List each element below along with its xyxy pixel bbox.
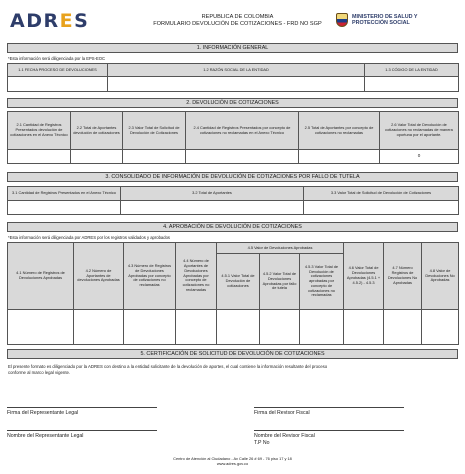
ministry-line-1: MINISTERIO DE SALUD Y (352, 13, 418, 20)
section-1-title: 1. INFORMACIÓN GENERAL (7, 43, 458, 53)
field-2-4[interactable] (186, 150, 299, 164)
header-2-2: 2.2 Total de Aportantes devolución de cotizaciones (71, 112, 123, 150)
section-5-title: 5. CERTIFICACIÓN DE SOLICITUD DE DEVOLUCIÓN DE COTIZACIONES (7, 349, 458, 359)
firma-representante-label: Firma del Representante Legal (7, 410, 79, 416)
aprobacion-table (7, 242, 459, 345)
firma-revisor-label: Firma del Revisor Fiscal (254, 410, 310, 416)
header-2-1: 2.1 Cantidad de Registros Presentados devolución de cotizaciones en el Anexo Técnico (8, 112, 71, 150)
tutela-table (7, 186, 459, 215)
nombre-revisor-line[interactable] (254, 430, 404, 431)
certification-line-2: conforme al marco legal vigente. (8, 370, 71, 375)
razon-social-field[interactable] (108, 77, 365, 92)
coat-of-arms-icon (336, 13, 348, 27)
header-4-2: 4.2 Número de Aportantes de devoluciones Aprobadas (74, 243, 124, 310)
header-4-8: 4.8 Valor de Devoluciones No Aprobadas (422, 243, 459, 310)
tp-label: T.P No (254, 440, 270, 446)
field-4-5-3[interactable] (300, 310, 344, 345)
firma-revisor-line[interactable] (254, 407, 404, 408)
nombre-representante-label: Nombre del Representante Legal (7, 433, 84, 439)
header-codigo-entidad: 1.3 CÓDIGO DE LA ENTIDAD (365, 64, 459, 77)
footer (0, 456, 465, 466)
header-4-7: 4.7 Número Registros de Devoluciones No Aprobadas (384, 243, 422, 310)
field-3-1[interactable] (8, 201, 121, 215)
ministry-line-2: PROTECCIÓN SOCIAL (352, 20, 410, 26)
fecha-proceso-field[interactable] (8, 77, 108, 92)
header-3-1: 3.1 Cantidad de Registros Presentados en el Anexo Técnico (8, 187, 121, 201)
header-fecha-proceso: 1.1 FECHA PROCESO DE DEVOLUCIONES (8, 64, 108, 77)
field-4-8[interactable] (422, 310, 459, 345)
field-2-2[interactable] (71, 150, 123, 164)
field-4-3[interactable] (124, 310, 176, 345)
section-1-note: *Esta información será diligenciada por la EPS-EOC (8, 56, 106, 61)
field-2-3[interactable] (123, 150, 186, 164)
devolucion-table (7, 111, 459, 164)
footer-website[interactable]: www.adres.gov.co (216, 461, 249, 466)
heading-line-1: REPUBLICA DE COLOMBIA (201, 14, 274, 20)
field-4-5-2[interactable] (260, 310, 300, 345)
header-4-6: 4.6 Valor Total de Devoluciones Aprobadas (4.5.1 + 4.5.2) - 4.5.3 (344, 243, 384, 310)
firma-representante-line[interactable] (7, 407, 157, 408)
form-heading (150, 14, 325, 27)
header-4-5-1: 4.5.1 Valor Total de Devolución de cotizaciones (217, 254, 260, 310)
section-4-note: *Esta información será diligenciada por ADRES por los registros validados y aprobados (8, 235, 171, 240)
field-2-6[interactable]: 0 (380, 150, 459, 164)
field-4-2[interactable] (74, 310, 124, 345)
section-4-title: 4. APROBACIÓN DE DEVOLUCIÓN DE COTIZACIONES (7, 222, 458, 232)
header-2-3: 2.3 Valor Total de Solicitud de Devolución de Cotizaciones (123, 112, 186, 150)
certification-line-1: El presente formato es diligenciado por la ADRES con destino a la entidad solicitante de la devolución de aportes, el cual contiene la información resultante del proceso (8, 364, 328, 369)
header-3-2: 3.2 Total de Aportantes (121, 187, 304, 201)
adres-logo: ADRES (10, 10, 90, 32)
nombre-representante-line[interactable] (7, 430, 157, 431)
field-4-6[interactable] (344, 310, 384, 345)
footer-address: Centro de Atención al Ciudadano - Av Calle 26 # 69 - 76 piso 17 y 18 (173, 456, 292, 461)
header-4-1: 4.1 Número de Registros de Devoluciones Aprobadas (8, 243, 74, 310)
ministry-logo (336, 13, 418, 27)
field-4-7[interactable] (384, 310, 422, 345)
header-4-3: 4.3 Número de Registros de Devoluciones Aprobadas por concepto de cotizaciones no reclamadas (124, 243, 176, 310)
general-info-table (7, 63, 459, 92)
field-3-2[interactable] (121, 201, 304, 215)
header-razon-social: 1.2 RAZÓN SOCIAL DE LA ENTIDAD (108, 64, 365, 77)
header-2-5: 2.5 Total de Aportantes por concepto de cotizaciones no reclamadas (299, 112, 380, 150)
header-4-4: 4.4 Número de Aportantes de Devoluciones Aprobadas por concepto de cotizaciones no reclamadas (176, 243, 217, 310)
field-4-1[interactable] (8, 310, 74, 345)
codigo-entidad-field[interactable] (365, 77, 459, 92)
field-2-1[interactable] (8, 150, 71, 164)
section-3-title: 3. CONSOLIDADO DE INFORMACIÓN DE DEVOLUCIÓN DE COTIZACIONES POR FALLO DE TUTELA (7, 172, 458, 182)
field-2-5[interactable] (299, 150, 380, 164)
field-3-3[interactable] (304, 201, 459, 215)
field-4-4[interactable] (176, 310, 217, 345)
header-4-5-3: 4.5.3 Valor Total de Devolución de cotizaciones aprobadas por concepto de cotizaciones no reclamadas (300, 254, 344, 310)
header-2-6: 2.6 Valor Total de Devolución de cotizaciones no reclamadas de manera oportuna por el aportante. (380, 112, 459, 150)
section-2-title: 2. DEVOLUCIÓN DE COTIZACIONES (7, 98, 458, 108)
certification-text (8, 364, 453, 376)
header-4-5-2: 4.5.2 Valor Total de Devoluciones Aprobadas por fallo de tutela (260, 254, 300, 310)
nombre-revisor-label: Nombre del Revisor Fiscal (254, 433, 315, 439)
header-3-3: 3.3 Valor Total de Solicitud de Devolución de Cotizaciones (304, 187, 459, 201)
field-4-5-1[interactable] (217, 310, 260, 345)
header-4-5-group: 4.5 Valor de Devoluciones Aprobadas (217, 243, 344, 254)
header-2-4: 2.4 Cantidad de Registros Presentados por concepto de cotizaciones no reclamadas en el Anexo Técnico (186, 112, 299, 150)
heading-line-2: FORMULARIO DEVOLUCIÓN DE COTIZACIONES - FRD NO SGP (153, 20, 322, 27)
